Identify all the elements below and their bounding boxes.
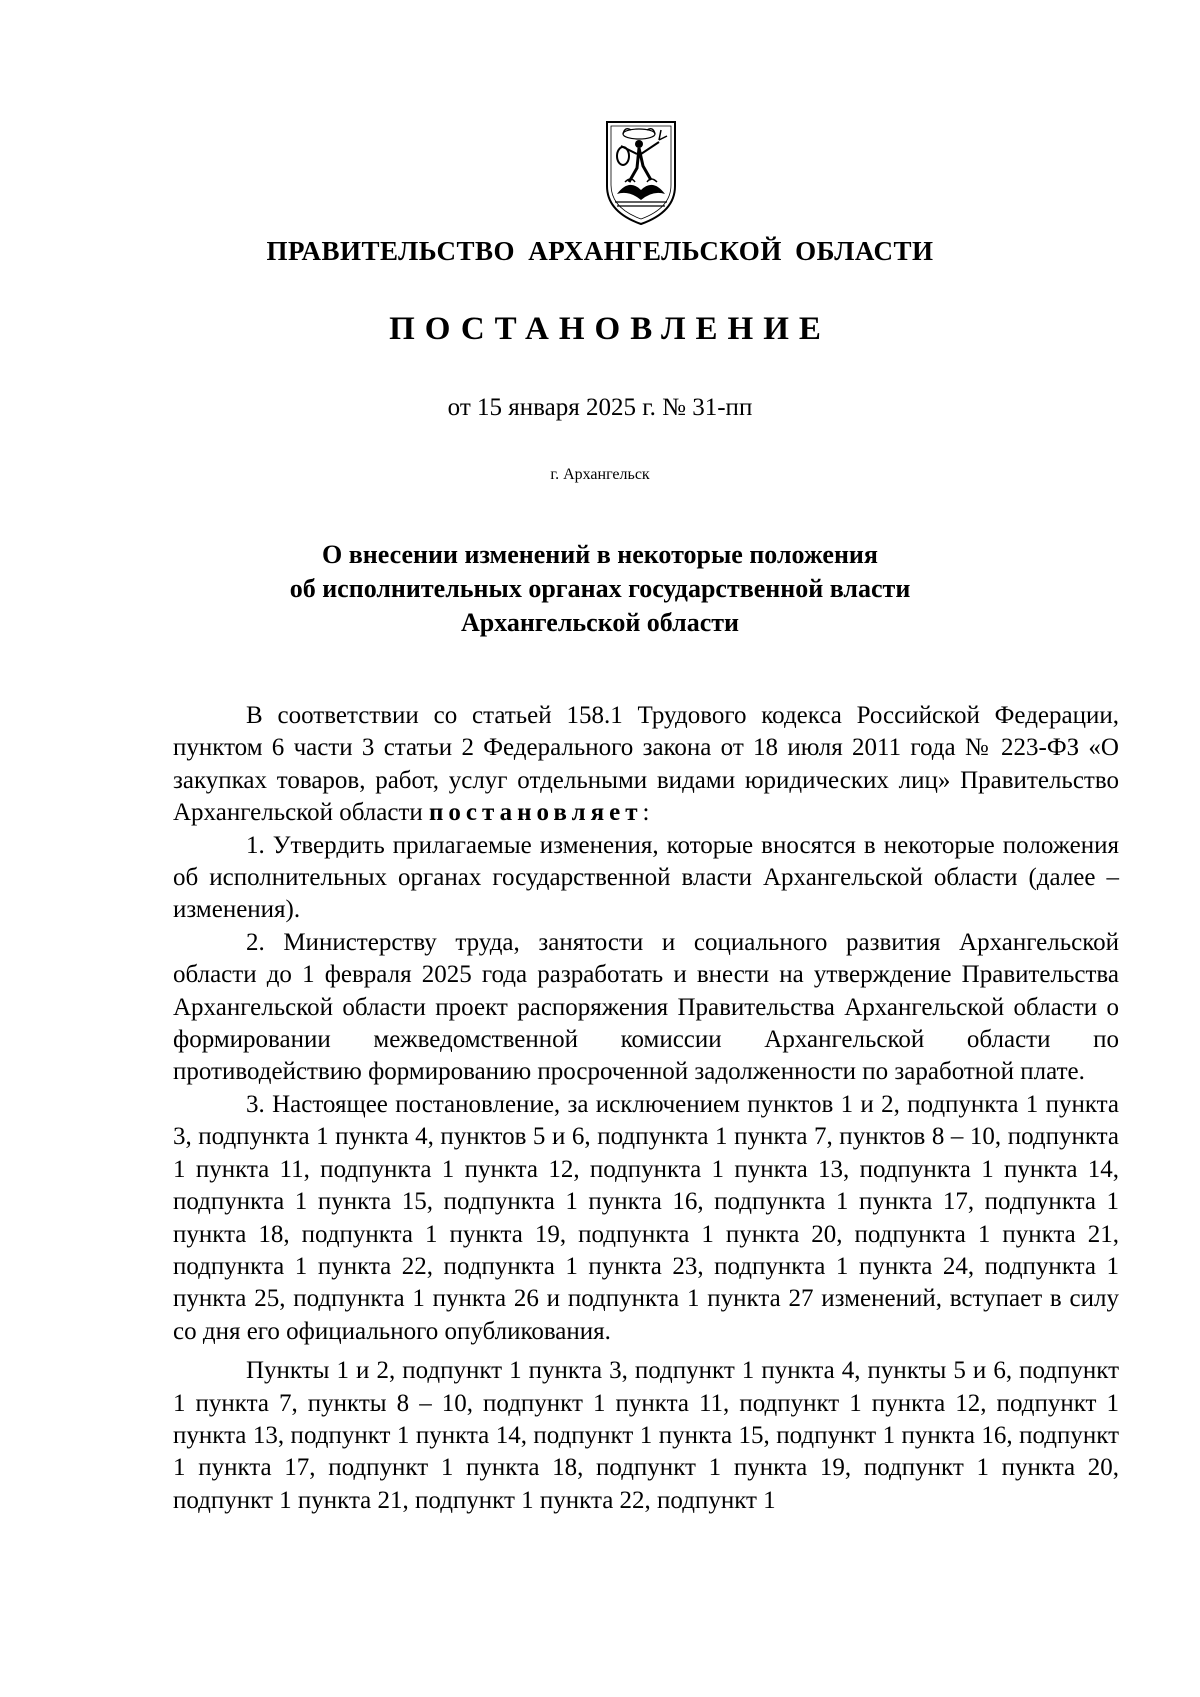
- government-heading: ПРАВИТЕЛЬСТВО АРХАНГЕЛЬСКОЙ ОБЛАСТИ: [266, 236, 934, 266]
- preamble-colon: :: [642, 799, 650, 827]
- clause-3-paragraph: 3. Настоящее постановление, за исключением пунктов 1 и 2, подпункта 1 пункта 3, подпункта 1 пункта 4, пунктов 5 и 6, подпункта 1 пункта 7, пунктов 8 – 10, подпункта 1 пункта 11, подпункта 1 пункта 12, подпункта 1 пункта 13, подпункта 1 пункта 14, подпункта 1 пункта 15, подпункта 1 пункта 16, подпункта 1 пункта 17, подпункта 1 пункта 18, подпункта 1 пункта 19, подпункта 1 пункта 20, подпункта 1 пункта 21, подпункта 1 пункта 22, подпункта 1 пункта 23, подпункта 1 пункта 24, подпункта 1 пункта 25, подпункта 1 пункта 26 и подпункта 1 пункта 27 изменений, вступает в силу со дня его официального опубликования.: [173, 1090, 1119, 1345]
- clause-2-paragraph: 2. Министерству труда, занятости и социального развития Архангельской области до 1 февраля 2025 года разработать и внести на утверждение Правительства Архангельской области проект распоряжения Правительства Архангельской области о формировании межведомственной комиссии Архангельской области по противодействию формированию просроченной задолженности по заработной плате.: [173, 928, 1119, 1086]
- coat-of-arms-icon: [601, 116, 681, 228]
- document-body: [173, 700, 1119, 1517]
- title-line: О внесении изменений в некоторые положения: [322, 540, 878, 569]
- document-type-heading: ПОСТАНОВЛЕНИЕ: [389, 311, 831, 347]
- coat-of-arms-drawing: [601, 116, 681, 228]
- preamble-text: В соответствии со статьей 158.1 Трудового кодекса Российской Федерации, пунктом 6 части 3 статьи 2 Федерального закона от 18 июля 2011 года № 223-ФЗ «О закупках товаров, работ, услуг отдельными видами юридических лиц» Правительство Архангельской области: [173, 702, 1119, 827]
- city-line: г. Архангельск: [550, 466, 650, 483]
- document-title: [0, 538, 1200, 640]
- clause-1-paragraph: 1. Утвердить прилагаемые изменения, которые вносятся в некоторые положения об исполнительных органах государственной власти Архангельской области (далее – изменения).: [173, 831, 1119, 924]
- date-number-line: от 15 января 2025 г. № 31-пп: [447, 394, 753, 421]
- resolves-word: постановляет: [429, 799, 643, 827]
- title-line: Архангельской области: [460, 608, 740, 637]
- clause-3-continuation-paragraph: Пункты 1 и 2, подпункт 1 пункта 3, подпункт 1 пункта 4, пункты 5 и 6, подпункт 1 пункта 7, пункты 8 – 10, подпункт 1 пункта 11, подпункт 1 пункта 12, подпункт 1 пункта 13, подпункт 1 пункта 14, подпункт 1 пункта 15, подпункт 1 пункта 16, подпункт 1 пункта 17, подпункт 1 пункта 18, подпункт 1 пункта 19, подпункт 1 пункта 20, подпункт 1 пункта 21, подпункт 1 пункта 22, подпункт 1: [173, 1357, 1119, 1514]
- preamble-paragraph: [173, 700, 1119, 830]
- title-line: об исполнительных органах государственной власти: [289, 574, 911, 603]
